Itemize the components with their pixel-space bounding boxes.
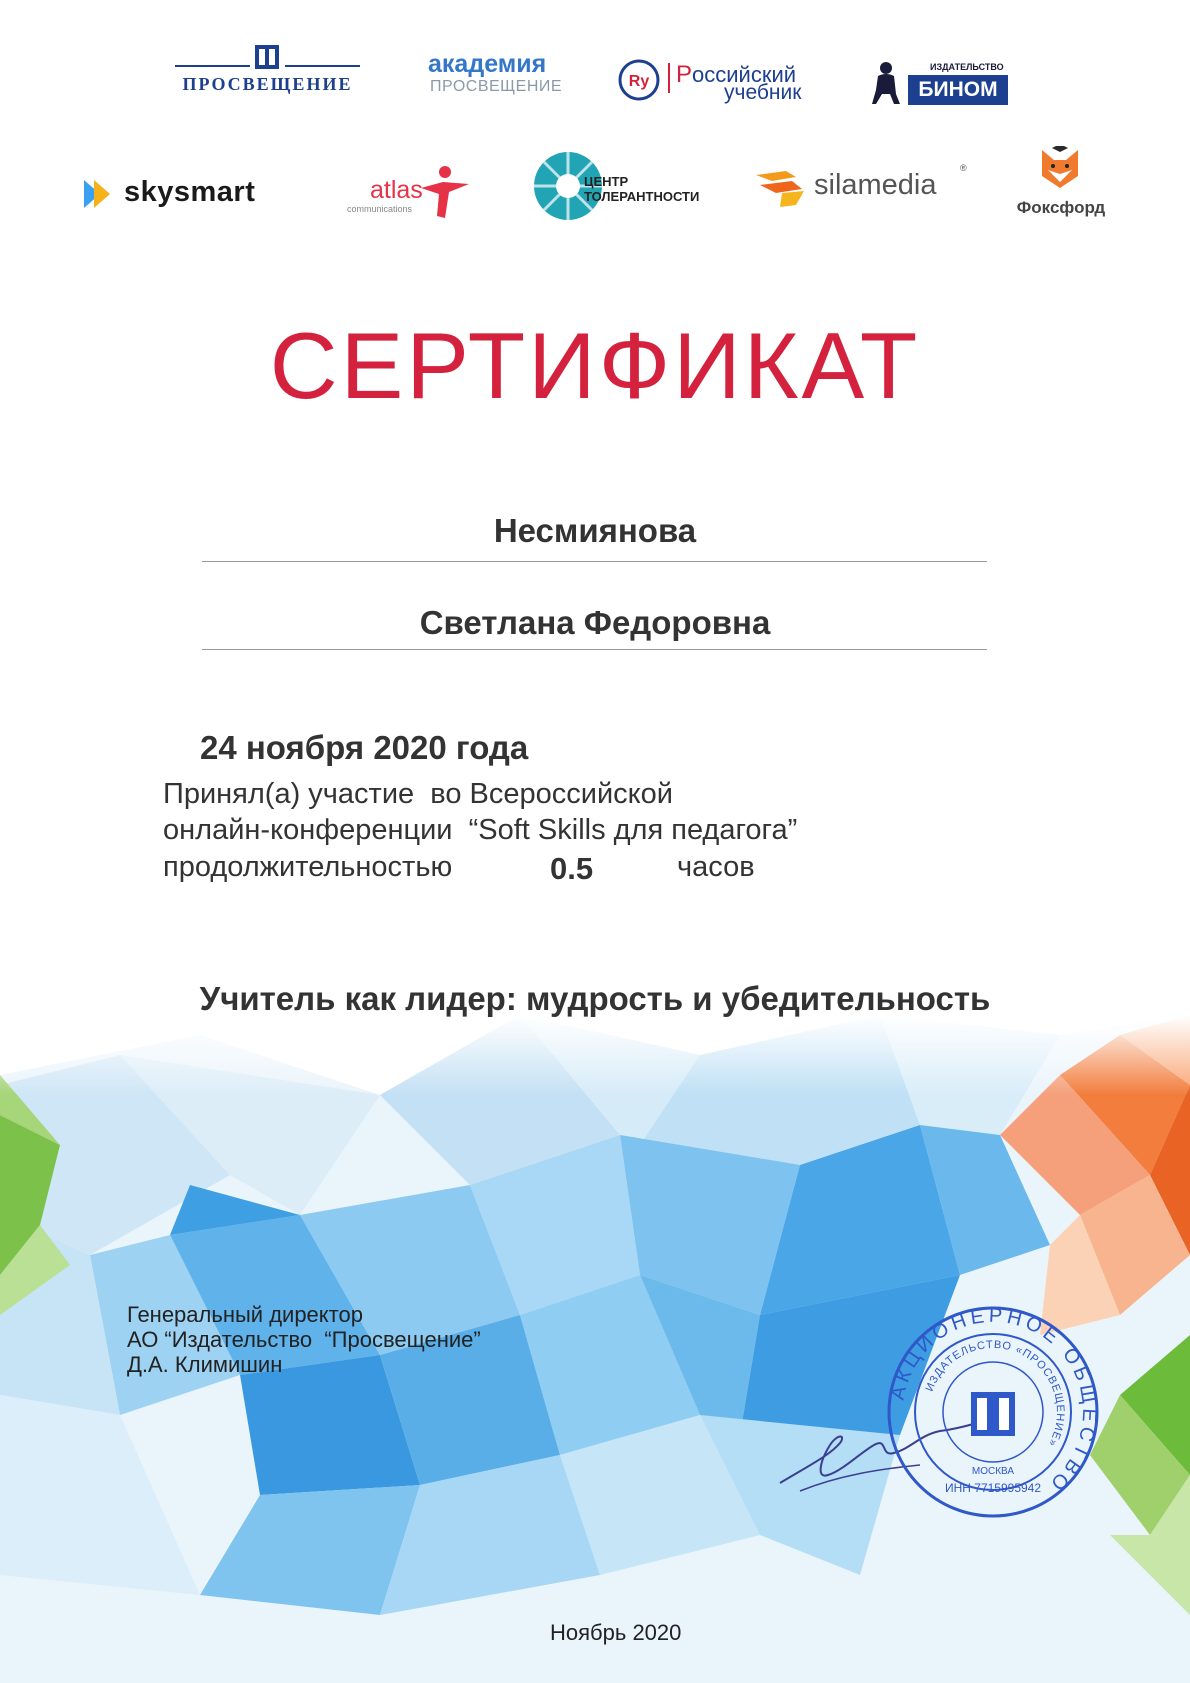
atlas-label: atlas (370, 176, 423, 204)
name-underline (202, 649, 987, 650)
silamedia-label: silamedia (814, 169, 937, 201)
skysmart-label: skysmart (124, 176, 256, 208)
atlas-figure-icon (415, 162, 475, 222)
stamp-city: МОСКВА (971, 1466, 1015, 1477)
issue-date: Ноябрь 2020 (550, 1620, 682, 1645)
logo-centr-tolerantnosti (532, 150, 712, 226)
conference-line: онлайн-конференции “Soft Skills для педагога” (163, 814, 798, 846)
duration-label: продолжительностью (163, 851, 453, 883)
logo-rossiyskiy-uchebnik: Ry Российский учебник (618, 57, 823, 107)
atlas-sub-label: communications (347, 204, 413, 214)
silamedia-s-icon (752, 165, 808, 209)
binom-label: БИНОМ (908, 75, 1008, 105)
skysmart-arrow-icon (84, 180, 118, 208)
hours-label: часов (677, 851, 755, 883)
stamp-outer-text: АКЦИОНЕРНОЕ ОБЩЕСТВО (886, 1304, 1101, 1498)
company-stamp (883, 1302, 1103, 1522)
registered-icon: ® (960, 163, 967, 173)
foksford-label: Фоксфорд (1016, 198, 1106, 217)
logo-atlas (345, 158, 475, 228)
ru-circle-icon (618, 59, 660, 101)
logo-binom (870, 60, 1010, 110)
stamp-inner-text: ИЗДАТЕЛЬСТВО «ПРОСВЕЩЕНИЕ» (923, 1338, 1067, 1449)
given-name: Светлана Федоровна (419, 604, 771, 641)
stamp-inn: ИНН 7715995942 (944, 1481, 1042, 1495)
binom-person-icon (870, 60, 904, 106)
prosveshchenie-label: ПРОСВЕЩЕНИЕ (182, 74, 353, 94)
logo-foksford (1005, 146, 1115, 226)
akademiya-sub-label: ПРОСВЕЩЕНИЕ (430, 78, 563, 95)
prosveshchenie-emblem-icon (175, 40, 360, 70)
rossiyskiy-label: оссийский (692, 62, 797, 87)
logo-skysmart (84, 176, 294, 216)
svg-text:Ry: Ry (628, 73, 650, 90)
surname-underline (202, 561, 987, 562)
logo-silamedia (752, 163, 972, 213)
surname: Несмиянова (493, 512, 697, 549)
centr-line2-label: ТОЛЕРАНТНОСТИ (584, 189, 700, 204)
signer-role: Генеральный директор (127, 1302, 363, 1327)
participation-line: Принял(а) участие во Всероссийской (163, 778, 674, 810)
logo-prosveshchenie (175, 40, 360, 100)
uchebnik-label: учебник (724, 81, 802, 104)
signer-name: Д.А. Климишин (127, 1352, 283, 1377)
logo-akademiya (428, 50, 578, 100)
event-date: 24 ноября 2020 года (200, 729, 529, 766)
fox-icon (1038, 146, 1082, 190)
centr-line1-label: ЦЕНТР (584, 174, 629, 189)
duration-hours: 0.5 (550, 851, 594, 886)
certificate-title: СЕРТИФИКАТ (269, 313, 921, 418)
akademiya-label: академия (428, 50, 547, 78)
topic-title: Учитель как лидер: мудрость и убедительность (199, 980, 991, 1017)
signer-org: АО “Издательство “Просвещение” (127, 1327, 481, 1352)
binom-top-label: ИЗДАТЕЛЬСТВО (930, 62, 1004, 72)
